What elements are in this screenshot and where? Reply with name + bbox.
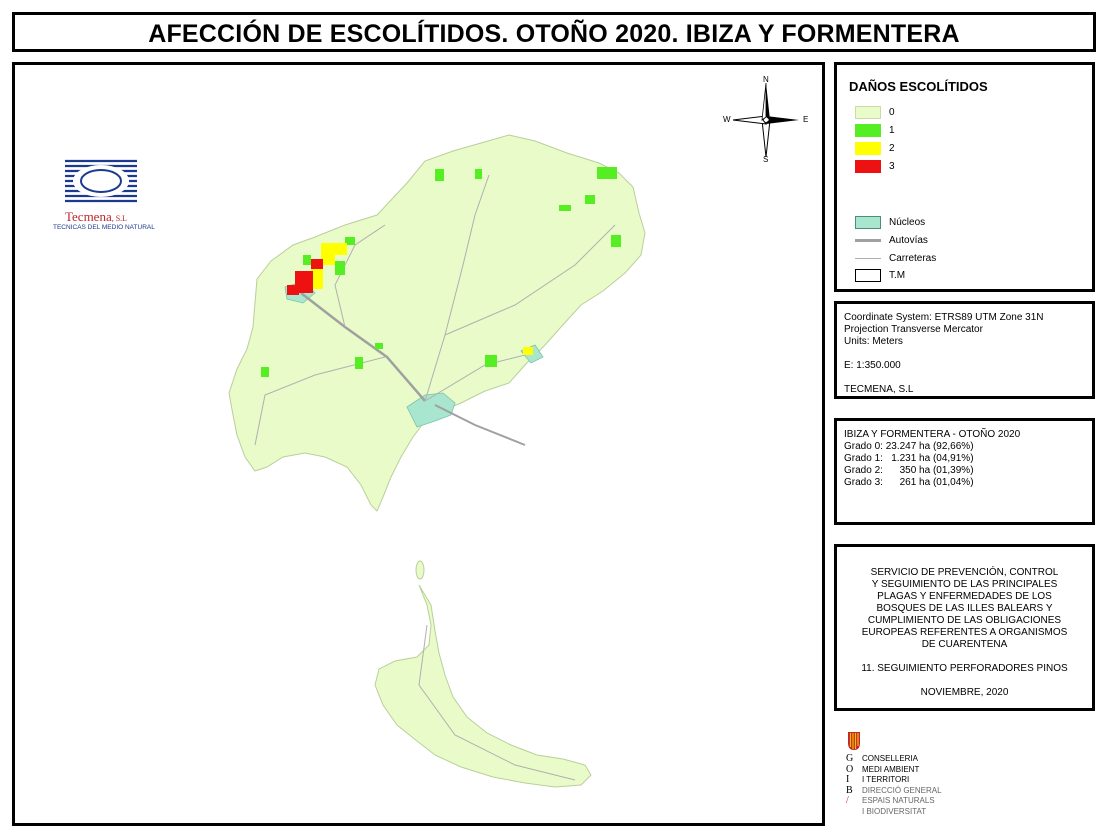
stats-box <box>834 418 1095 525</box>
service-line: Y SEGUIMIENTO DE LAS PRINCIPALES <box>871 579 1058 590</box>
coordinate-info-box <box>834 301 1095 399</box>
govern-letter: I <box>846 774 850 785</box>
company-logo <box>53 157 163 237</box>
service-line: BOSQUES DE LAS ILLES BALEARS Y <box>876 603 1053 614</box>
stats-row: Grado 2: 350 ha (01,39%) <box>844 465 974 476</box>
tm-swatch <box>855 269 881 282</box>
coord-projection: Projection Transverse Mercator <box>844 324 983 335</box>
legend-layer-label: T.M <box>889 269 906 281</box>
legend-layer-label: Autovías <box>889 234 928 246</box>
logo-subtitle: TECNICAS DEL MEDIO NATURAL <box>53 224 155 231</box>
map-title: AFECCIÓN DE ESCOLÍTIDOS. OTOÑO 2020. IBIZA Y FORMENTERA <box>148 20 960 48</box>
carreteras-line <box>855 258 881 259</box>
compass-s: S <box>763 155 769 164</box>
legend-item <box>855 141 895 155</box>
legend-swatch <box>855 142 881 155</box>
coat-of-arms-icon <box>848 732 860 750</box>
service-box <box>834 544 1095 711</box>
service-line: CUMPLIMIENTO DE LAS OBLIGACIONES <box>867 615 1062 626</box>
legend-layer-label: Núcleos <box>889 216 926 228</box>
coord-units: Units: Meters <box>844 336 903 347</box>
title-box <box>12 12 1096 52</box>
compass-w: W <box>723 115 731 124</box>
govern-line: I TERRITORI <box>862 775 910 784</box>
govern-logo <box>846 732 966 816</box>
legend-item <box>855 123 895 137</box>
formentera-island <box>375 585 591 787</box>
legend-label: 2 <box>889 142 895 154</box>
map-scale: E: 1:350.000 <box>844 360 901 371</box>
govern-line: DIRECCIÓ GENERAL <box>862 785 942 795</box>
legend-layer-label: Carreteras <box>889 252 937 264</box>
govern-line: MEDI AMBIENT <box>862 764 920 774</box>
legend-swatch <box>855 106 881 119</box>
map-frame <box>12 62 825 826</box>
service-date: NOVIEMBRE, 2020 <box>920 687 1009 698</box>
map-author: TECMENA, S.L <box>844 384 914 395</box>
islet <box>416 561 424 579</box>
govern-letter: G <box>846 753 854 764</box>
compass-e: E <box>803 115 809 124</box>
compass-n: N <box>763 75 769 84</box>
ibiza-island <box>229 135 645 511</box>
legend-swatch <box>855 160 881 173</box>
logo-name: Tecmena <box>65 209 112 224</box>
legend-title: DAÑOS ESCOLÍTIDOS <box>849 79 988 94</box>
north-arrow <box>721 77 811 163</box>
autovia <box>435 405 525 445</box>
tecmena-logo-icon <box>63 157 139 205</box>
service-section: 11. SEGUIMIENTO PERFORADORES PINOS <box>861 663 1068 674</box>
legend-item <box>855 159 895 173</box>
service-line: EUROPEAS REFERENTES A ORGANISMOS <box>861 627 1068 638</box>
govern-line: I BIODIVERSITAT <box>862 806 927 816</box>
legend-layer-nucleos <box>855 215 925 229</box>
legend-layer-carreteras <box>855 251 936 265</box>
legend-label: 3 <box>889 160 895 172</box>
legend-box <box>834 62 1095 292</box>
govern-letter: / <box>846 795 849 806</box>
govern-letter: B <box>846 784 853 796</box>
service-line: PLAGAS Y ENFERMEDADES DE LOS <box>877 591 1052 602</box>
legend-layer-autovias <box>855 233 928 247</box>
autovias-line <box>855 239 881 242</box>
nucleos-swatch <box>855 216 881 229</box>
legend-label: 1 <box>889 124 895 136</box>
stats-row: Grado 3: 261 ha (01,04%) <box>844 477 974 488</box>
govern-letter: O <box>846 763 854 775</box>
compass-icon <box>721 77 811 163</box>
govern-line: CONSELLERIA <box>862 754 919 763</box>
coord-system: Coordinate System: ETRS89 UTM Zone 31N <box>844 312 1044 323</box>
stats-title: IBIZA Y FORMENTERA - OTOÑO 2020 <box>844 429 1021 440</box>
logo-suffix: , S.L <box>111 214 128 223</box>
service-line: SERVICIO DE PREVENCIÓN, CONTROL <box>870 567 1059 578</box>
stats-row: Grado 1: 1.231 ha (04,91%) <box>844 453 974 464</box>
legend-label: 0 <box>889 106 895 118</box>
legend-layer-tm <box>855 268 905 282</box>
service-line: DE CUARENTENA <box>921 639 1008 650</box>
stats-row: Grado 0: 23.247 ha (92,66%) <box>844 441 974 452</box>
legend-item <box>855 105 895 119</box>
legend-swatch <box>855 124 881 137</box>
govern-line: ESPAIS NATURALS <box>862 796 935 805</box>
